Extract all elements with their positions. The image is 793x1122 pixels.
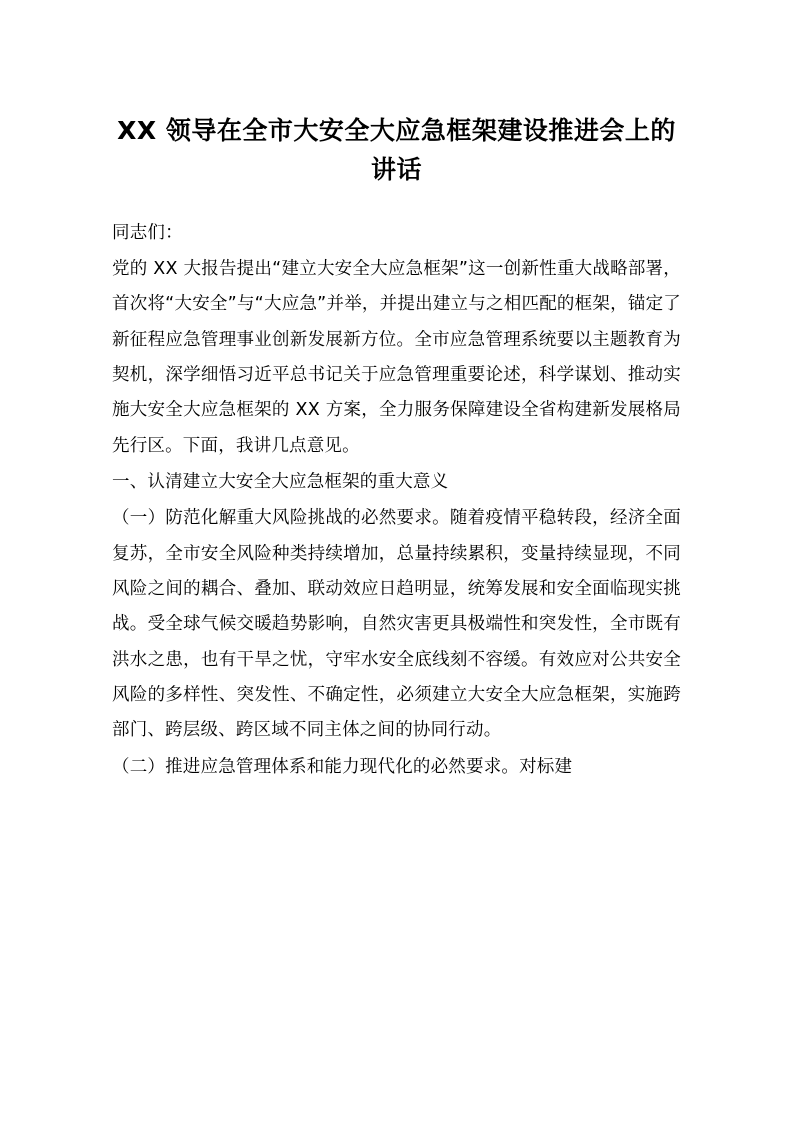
paragraph-item-two: （二）推进应急管理体系和能力现代化的必然要求。对标建 (112, 756, 573, 777)
paragraph-opening: 党的 XX 大报告提出“建立大安全大应急框架”这一创新性重大战略部署，首次将“大安全”与“大应急”并举，并提出建立与之相匹配的框架，锚定了新征程应急管理事业创新发展新方位。全市应急管理系统要以主题教育为契机，深学细悟习近平总书记关于应急管理重要论述，科学谋划、推动实施大安全大应急框架的 XX 方案，全力服务保障建设全省构建新发展格局先行区。下面，我讲几点意见。 (112, 258, 681, 456)
page-title: XX 领导在全市大安全大应急框架建设推进会上的讲话 (117, 116, 676, 184)
paragraph-item-one: （一）防范化解重大风险挑战的必然要求。随着疫情平稳转段，经济全面复苏，全市安全风险种类持续增加，总量持续累积，变量持续显现，不同风险之间的耦合、叠加、联动效应日趋明显，统筹发展和安全面临现实挑战。受全球气候交暖趋势影响，自然灾害更具极端性和突发性，全市既有洪水之患，也有干旱之忧，守牢水安全底线刻不容缓。有效应对公共安全风险的多样性、突发性、不确定性，必须建立大安全大应急框架，实施跨部门、跨层级、跨区域不同主体之间的协同行动。 (112, 508, 681, 741)
paragraph-section-one: 一、认清建立大安全大应急框架的重大意义 (112, 471, 449, 492)
paragraph-salutation: 同志们： (112, 222, 183, 243)
